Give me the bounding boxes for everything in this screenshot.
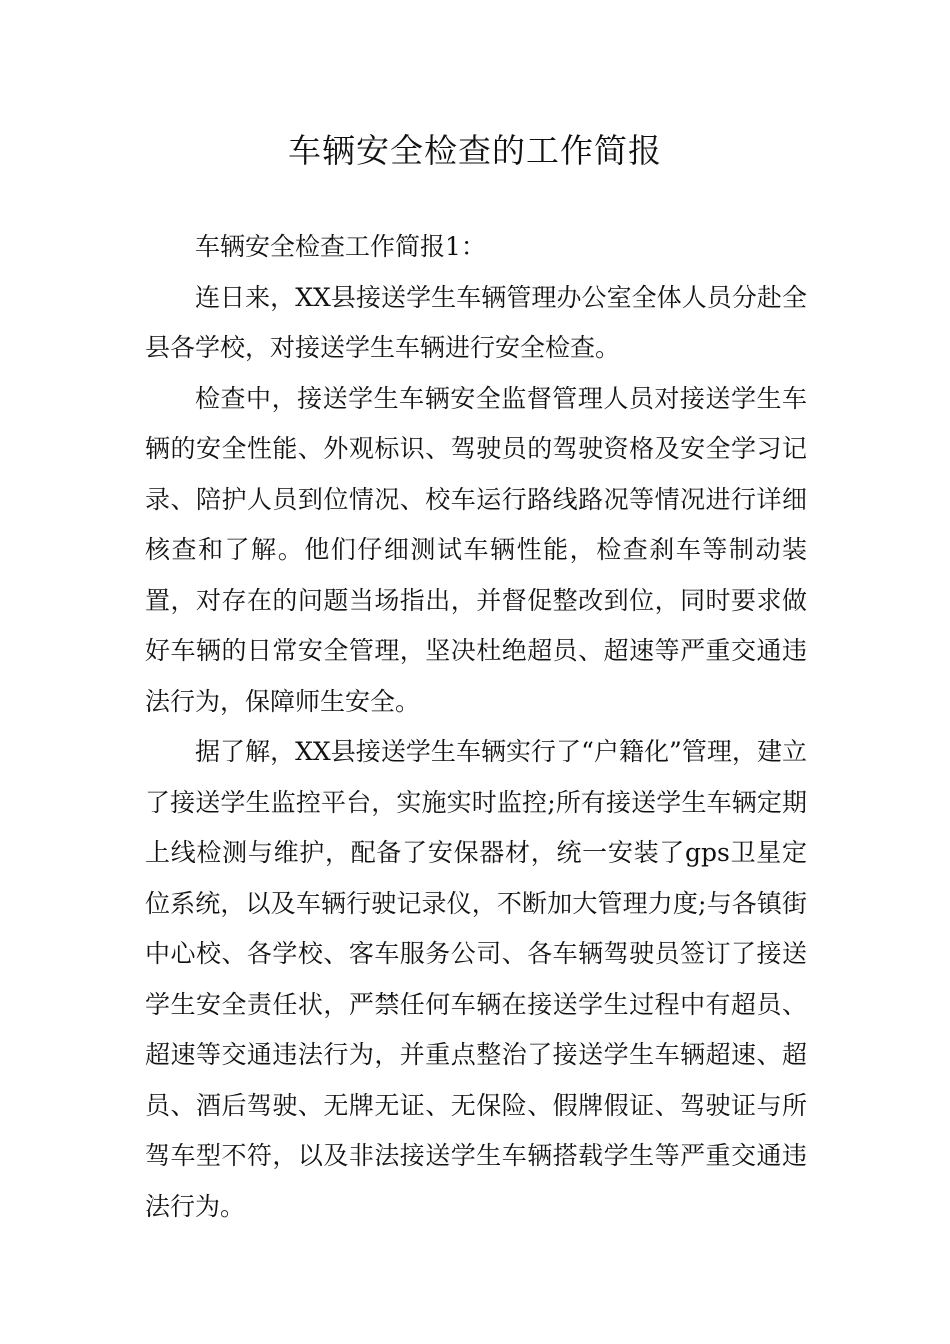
paragraph: 检查中，接送学生车辆安全监督管理人员对接送学生车辆的安全性能、外观标识、驾驶员的驾驶资格及安全学习记录、陪护人员到位情况、校车运行路线路况等情况进行详细核查和了解。他们仔细测试车辆性能，检查刹车等制动装置，对存在的问题当场指出，并督促整改到位，同时要求做好车辆的日常安全管理，坚决杜绝超员、超速等严重交通违法行为，保障师生安全。 <box>145 383 807 716</box>
paragraph-heading: 车辆安全检查工作简报1： <box>195 232 486 261</box>
paragraph: 据了解，XX县接送学生车辆实行了“户籍化”管理，建立了接送学生监控平台，实施实时监控;所有接送学生车辆定期上线检测与维护，配备了安保器材，统一安装了gps卫星定位系统，以及车辆行驶记录仪，不断加大管理力度;与各镇街中心校、各学校、客车服务公司、各车辆驾驶员签订了接送学生安全责任状，严禁任何车辆在接送学生过程中有超员、超速等交通违法行为，并重点整治了接送学生车辆超速、超员、酒后驾驶、无牌无证、无保险、假牌假证、驾驶证与所驾车型不符，以及非法接送学生车辆搭载学生等严重交通违法行为。 <box>145 737 807 1221</box>
document-body <box>145 222 807 1232</box>
paragraph: 连日来，XX县接送学生车辆管理办公室全体人员分赴全县各学校，对接送学生车辆进行安全检查。 <box>145 282 807 362</box>
document-title: 车辆安全检查的工作简报 <box>288 131 662 170</box>
